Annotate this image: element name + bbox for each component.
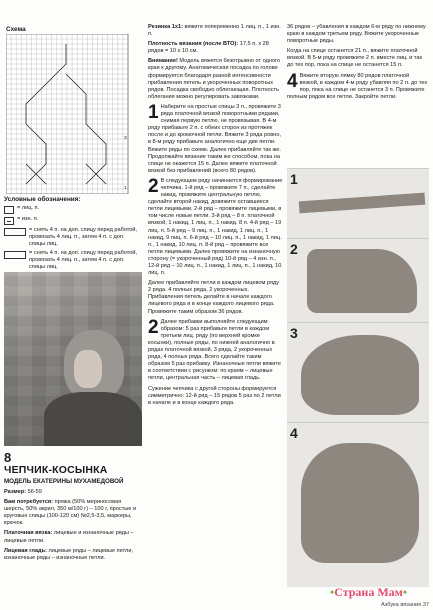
step-1: 1 Наберите на простые спицы 3 п., провяжите 3 ряда платочной вязкой поворотными рядами, снимая первую петлю, не провязывая. В 4-м ряду прибавьте 2 п. с обеих сторон из протяжек после и до кромочной петли. Вяжите 3 ряда ровно, в 8-м ряду прибавьте аналогично еще две петли. Вяжите ряды по схеме. Далее прибавляйте так же. Продолжайте вязание таким же способом, пока на спице не окажется 15 п. Далее вяжите платочной вязкой без прибавлений (всего 80 рядов). — [148, 103, 282, 174]
legend-item — [4, 250, 142, 271]
step-photo-1: 1 — [287, 168, 429, 239]
step-4: 4 Вяжите вторую лямку 80 рядов платочной вязкой, в каждом 4-м ряду убавляя по 2 п. до тех пор, пока на спице не останется 3 п. Провяжите полным рядом все петли. Закройте петли. — [287, 72, 428, 100]
site-watermark: •Страна Мам• — [330, 585, 408, 599]
rib-paragraph: Резинка 1х1: вяжите попеременно 1 лиц. п., 1 изн. п. — [148, 24, 281, 38]
step-photo-2: 2 — [287, 238, 429, 323]
schema-title: Схема — [6, 26, 26, 33]
section-title: ЧЕПЧИК-КОСЫНКА — [4, 464, 108, 476]
legend-text: = изн. п. — [17, 216, 39, 222]
knit-stitch-symbol — [4, 206, 14, 214]
knit-finished-image — [301, 443, 419, 563]
step-photo-4: 4 — [287, 422, 429, 587]
legend-item — [4, 216, 142, 225]
knit-shaped-image — [307, 249, 417, 313]
knit-bonnet-image — [301, 335, 419, 415]
attention-paragraph: Внимание! Модель вяжется безотрывно от одного края к другому. Анатомическая посадка по голове формируется благодаря разной интенсивности прибавления петель и укороченных поворотных рядов. Посадка свободно облегающая. Плотность облегания можно регулировать завязками. — [148, 58, 281, 100]
legend-item — [4, 205, 142, 214]
legend-text: = снять 4 п. на доп. спицу перед работой, провязать 4 лиц. п., затем 4 п. с доп. спицы лиц. — [29, 250, 138, 271]
garter-paragraph: Платочная вязка: лицевые и изнаночные ряды – лицевые петли. — [4, 530, 134, 544]
stockinette-paragraph: Лицевая гладь: лицевые ряды – лицевые петли, изнаночные ряды – изнаночные петли. — [4, 547, 133, 561]
step-2: 2 В следующем ряду начинается формирование чепчика. 1-й ряд – провяжите 7 п., сделайте накид, провяжите центральную петлю, сделайте второй накид, довяжите оставшиеся петли лицевыми. 2-й ряд – провяжите лицевыми, в том числе новые петли. 3-й ряд – 8 п. платочной вязкой, 1 накид, 1 лиц. п., 1 накид. 8 п. 4-й ряд – 19 лиц. п. 5-й ряд – 9 лиц. п., 1 накид, 1 лиц. п., 1 накид, 9 лиц. п. 6-й ряд – 10 лиц. п., 1 накид, 1 лиц. п., 1 накид, 10 лиц. п. 8-й ряд – провяжите все петли лицевыми. Далее провяжите на изнаночную сторону (= укороченный ряд) 10-й ряд – 4 изн. п., 12-й ряд – 10 лиц. п., 1 накид, 1 лиц. п., 1 накид, 10 лиц. п. — [148, 177, 283, 277]
legend-item — [4, 227, 142, 248]
model-coat-image — [44, 392, 142, 446]
page-footer: Азбука вязания 37 — [381, 602, 429, 608]
step-3: 2 Далее прибавки выполняйте следующим образом: 5 раз прибавьте петли в каждом третьем лиц. ряду (по верхней кромке косынки), полные ряды, по нижней аналогично в рядах платочной вязкой, 3 ряда, 2 укороченных ряда, 4 полных ряда. Всего сделайте таким образом 5 раз прибавку. Изнаночные петли вяжите в соответствии с рисунком: по краям – лицевые петли, центральная часть – лицевая гладь. — [148, 318, 282, 382]
materials-paragraph: Вам потребуется: пряжа (50% мериносовая шерсть, 50% акрил, 350 м/100 г) – 100 г, простые и круговые спицы (100-120 см) №2,5-3,5, маркеры, крючок. — [4, 499, 137, 527]
right-column-text — [287, 24, 429, 184]
chart-row-label-3: 3 — [124, 136, 127, 141]
legend-text: = лиц. п. — [17, 205, 40, 211]
size-paragraph: Размер: 56-59 — [4, 489, 42, 495]
model-face-image — [74, 350, 102, 388]
section-number: 8 — [4, 450, 12, 465]
cable-right-symbol — [4, 251, 26, 259]
instructions-column — [148, 24, 283, 604]
cable-left-symbol — [4, 228, 26, 236]
legend-text: = снять 4 п. на доп. спицу перед работой, провязать 4 лиц. п., затем 4 п. с доп. спицы лиц. — [29, 227, 138, 248]
knit-strip-image — [299, 193, 426, 214]
knitting-chart — [6, 34, 134, 194]
section-body — [4, 489, 142, 601]
block-text: Когда на спице останется 21 п., вяжите платочной вязкой. В 5-м ряду провяжите 2 п. вместе лиц. и так до тех пор, пока на спице не останется 15 п. — [287, 48, 422, 69]
section-subtitle: МОДЕЛЬ ЕКАТЕРИНЫ МУХАМЕДОВОЙ — [4, 478, 124, 485]
top-text: 36 рядов – убавления в каждом 6-м ряду по нижнему краю в каждом третьем ряду. Вяжите укороченные поворотные ряды. — [287, 24, 426, 45]
model-photo — [4, 272, 142, 446]
legend-title: Условные обозначения: — [4, 196, 81, 203]
chart-row-label-1: 1 — [124, 186, 127, 191]
step-2-continued: Далее прибавляйте петли в каждом лицевом ряду 2 ряда. 4 полных ряда, 2 укороченных. Прибавления петель делайте в начале каждого лицевого ряда и в конце каждого лицевого ряда. Провяжите таким образом 36 рядов. — [148, 280, 280, 315]
legend — [4, 196, 142, 272]
step-photo-3: 3 — [287, 322, 429, 423]
gauge-paragraph: Плотность вязания (после ВТО): 17,5 п. х 28 рядов = 10 х 10 см. — [148, 41, 269, 55]
purl-stitch-symbol — [4, 217, 14, 225]
step-3-continued: Сужение чепчика с другой стороны формируется симметрично: 12-й ряд – 15 рядов 5 раз по 2 петли в начале и в конце каждого ряда. — [148, 385, 281, 406]
